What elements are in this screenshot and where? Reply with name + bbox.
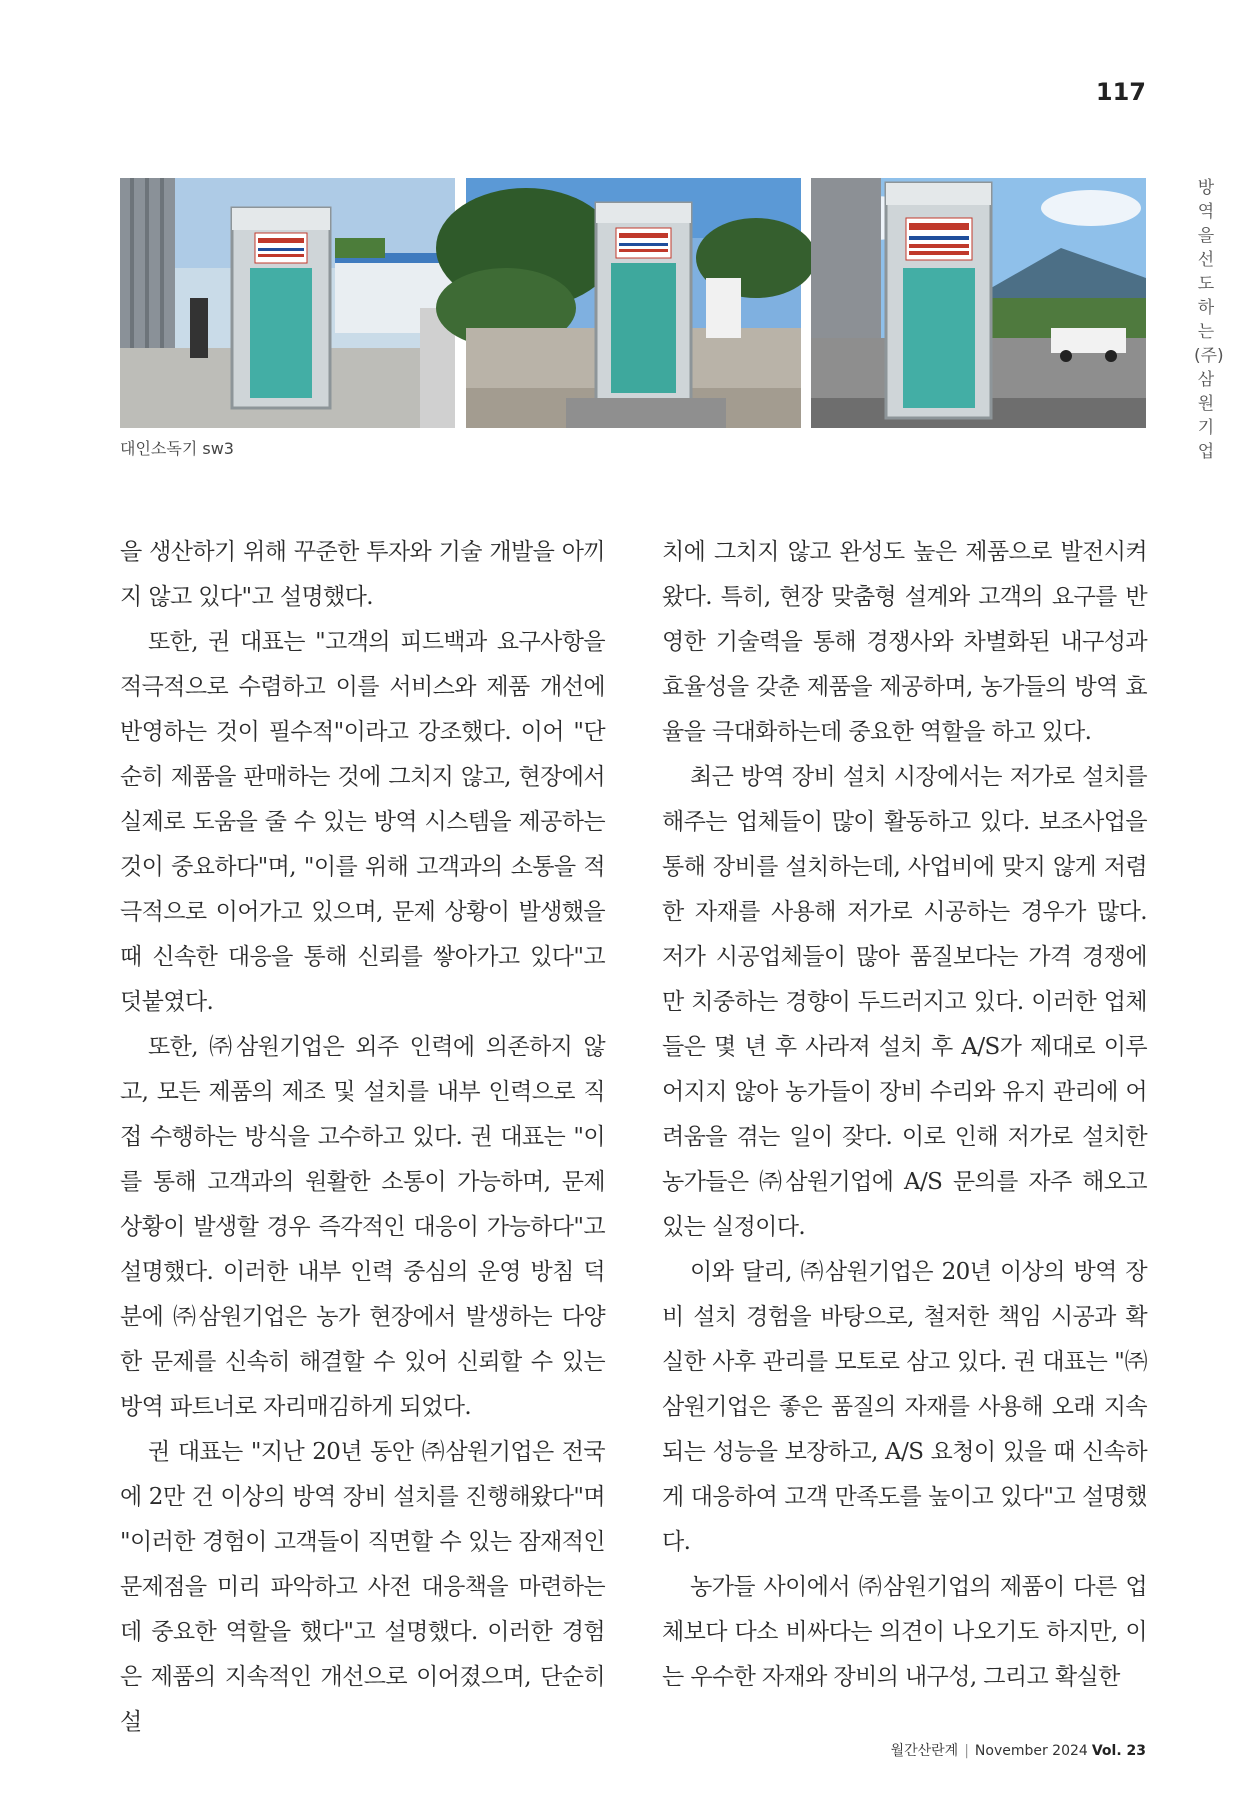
volume-number: Vol. 23: [1091, 1743, 1146, 1759]
paragraph: 또한, ㈜삼원기업은 외주 인력에 의존하지 않고, 모든 제품의 제조 및 설치를 내부 인력으로 직접 수행하는 방식을 고수하고 있다. 권 대표는 "이를 통해 고객과의 원활한 소통이 가능하며, 문제 상황이 발생할 경우 즉각적인 대응이 가능하다"고 설명했다. 이러한 내부 인력 중심의 운영 방침 덕분에 ㈜삼원기업은 농가 현장에서 발생하는 다양한 문제를 신속히 해결할 수 있어 신뢰할 수 있는 방역 파트너로 자리매김하게 되었다.: [120, 1034, 605, 1420]
photo-disinfection-booth-2: [466, 178, 801, 428]
photo-disinfection-booth-3: [811, 178, 1146, 428]
article-column-right: [662, 530, 1147, 1702]
paragraph: 또한, 권 대표는 "고객의 피드백과 요구사항을 적극적으로 수렴하고 이를 서비스와 제품 개선에 반영하는 것이 필수적"이라고 강조했다. 이어 "단순히 제품을 판매하는 것에 그치지 않고, 현장에서 실제로 도움을 줄 수 있는 방역 시스템을 제공하는 것이 중요하다"며, "이를 위해 고객과의 소통을 적극적으로 이어가고 있으며, 문제 상황이 발생했을 때 신속한 대응을 통해 신뢰를 쌓아가고 있다"고 덧붙였다.: [120, 629, 605, 1015]
paragraph: 농가들 사이에서 ㈜삼원기업의 제품이 다른 업체보다 다소 비싸다는 의견이 나오기도 하지만, 이는 우수한 자재와 장비의 내구성, 그리고 확실한: [662, 1574, 1147, 1690]
page-number: 117: [1095, 78, 1146, 106]
paragraph: 최근 방역 장비 설치 시장에서는 저가로 설치를 해주는 업체들이 많이 활동하고 있다. 보조사업을 통해 장비를 설치하는데, 사업비에 맞지 않게 저렴한 자재를 사용해 저가로 시공하는 경우가 많다. 저가 시공업체들이 많아 품질보다는 가격 경쟁에만 치중하는 경향이 두드러지고 있다. 이러한 업체들은 몇 년 후 사라져 설치 후 A/S가 제대로 이루어지지 않아 농가들이 장비 수리와 유지 관리에 어려움을 겪는 일이 잦다. 이로 인해 저가로 설치한 농가들은 ㈜삼원기업에 A/S 문의를 자주 해오고 있는 실정이다.: [662, 764, 1147, 1240]
photo-caption: 대인소독기 sw3: [120, 439, 234, 458]
magazine-name: 월간산란계: [890, 1743, 959, 1759]
paragraph: 권 대표는 "지난 20년 동안 ㈜삼원기업은 전국에 2만 건 이상의 방역 장비 설치를 진행해왔다"며 "이러한 경험이 고객들이 직면할 수 있는 잠재적인 문제점을 미리 파악하고 사전 대응책을 마련하는데 중요한 역할을 했다"고 설명했다. 이러한 경험은 제품의 지속적인 개선으로 이어졌으며, 단순히 설: [120, 1439, 605, 1735]
paragraph: 이와 달리, ㈜삼원기업은 20년 이상의 방역 장비 설치 경험을 바탕으로, 철저한 책임 시공과 확실한 사후 관리를 모토로 삼고 있다. 권 대표는 "㈜삼원기업은 좋은 품질의 자재를 사용해 오래 지속되는 성능을 보장하고, A/S 요청이 있을 때 신속하게 대응하여 고객 만족도를 높이고 있다"고 설명했다.: [662, 1259, 1147, 1555]
photo-strip: [120, 178, 1146, 428]
paragraph: 치에 그치지 않고 완성도 높은 제품으로 발전시켜왔다. 특히, 현장 맞춤형 설계와 고객의 요구를 반영한 기술력을 통해 경쟁사와 차별화된 내구성과 효율성을 갖춘 제품을 제공하며, 농가들의 방역 효율을 극대화하는데 중요한 역할을 하고 있다.: [662, 539, 1147, 745]
paragraph: 을 생산하기 위해 꾸준한 투자와 기술 개발을 아끼지 않고 있다"고 설명했다.: [120, 539, 605, 610]
photo-disinfection-booth-1: [120, 178, 455, 428]
issue-date: November 2024: [974, 1743, 1088, 1759]
footer-divider: |: [964, 1743, 969, 1759]
page-footer: [891, 1740, 1146, 1760]
section-side-title: 방역을 선도하는 (주)삼원기업: [1194, 178, 1224, 462]
article-column-left: [120, 530, 605, 1735]
